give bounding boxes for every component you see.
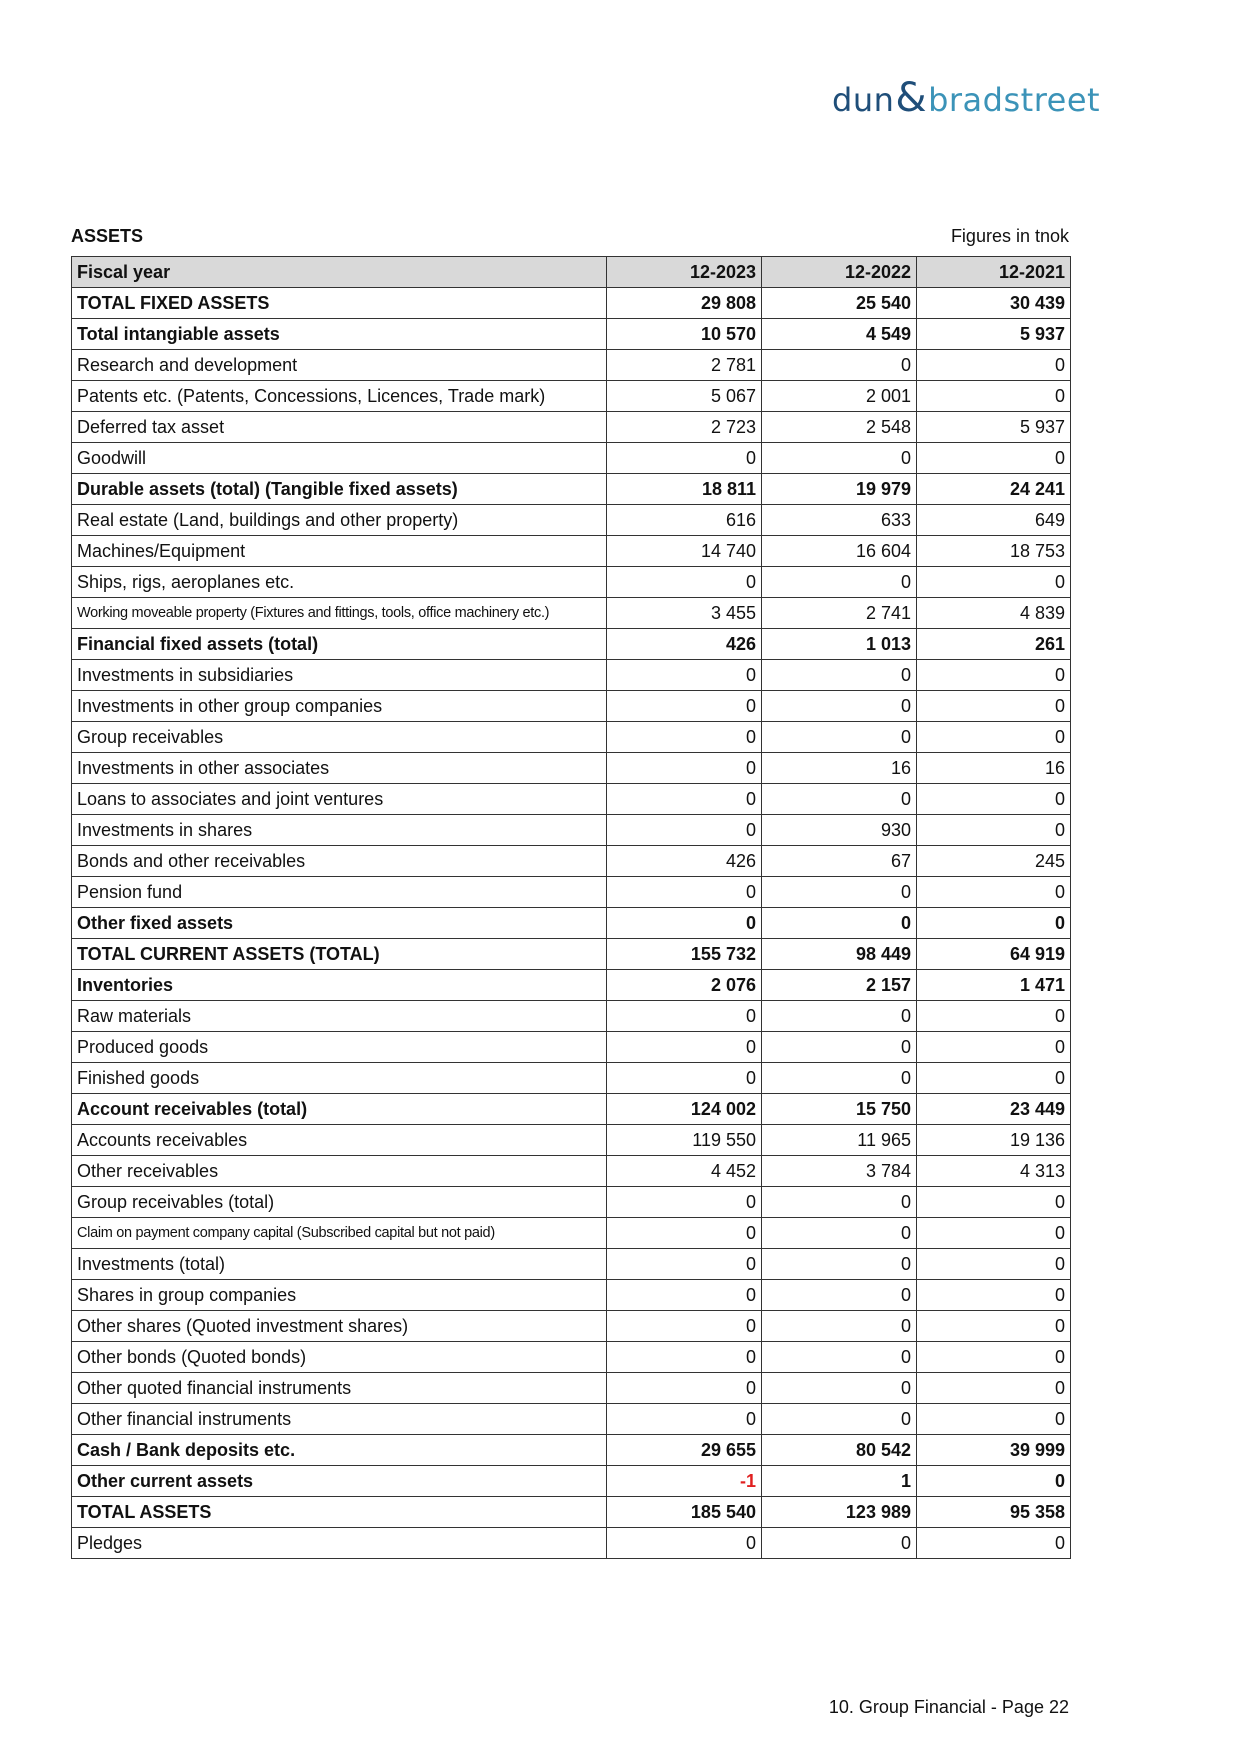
table-header-row	[72, 257, 1071, 288]
row-value-12-2023: 0	[607, 784, 762, 815]
row-value-12-2021: 0	[917, 567, 1071, 598]
header-fiscal-year: Fiscal year	[72, 257, 607, 288]
row-value-12-2023: 426	[607, 629, 762, 660]
table-row	[72, 474, 1071, 505]
row-label: Group receivables	[72, 722, 607, 753]
row-value-12-2021: 0	[917, 1187, 1071, 1218]
row-value-12-2022: 0	[762, 660, 917, 691]
table-row	[72, 381, 1071, 412]
row-value-12-2021: 0	[917, 381, 1071, 412]
row-value-12-2022: 0	[762, 784, 917, 815]
row-label: Bonds and other receivables	[72, 846, 607, 877]
row-value-12-2022: 4 549	[762, 319, 917, 350]
row-label: Shares in group companies	[72, 1280, 607, 1311]
row-value-12-2022: 2 548	[762, 412, 917, 443]
row-value-12-2023: 0	[607, 877, 762, 908]
row-value-12-2021: 0	[917, 1342, 1071, 1373]
table-row	[72, 319, 1071, 350]
row-value-12-2022: 0	[762, 1032, 917, 1063]
row-value-12-2022: 0	[762, 1342, 917, 1373]
row-value-12-2022: 2 157	[762, 970, 917, 1001]
row-label: Total intangiable assets	[72, 319, 607, 350]
row-value-12-2022: 0	[762, 567, 917, 598]
table-row	[72, 350, 1071, 381]
row-label: Pension fund	[72, 877, 607, 908]
row-label: TOTAL CURRENT ASSETS (TOTAL)	[72, 939, 607, 970]
row-value-12-2022: 11 965	[762, 1125, 917, 1156]
row-value-12-2021: 0	[917, 350, 1071, 381]
row-label: Other fixed assets	[72, 908, 607, 939]
row-value-12-2023: 2 723	[607, 412, 762, 443]
row-value-12-2022: 0	[762, 1187, 917, 1218]
table-row	[72, 1466, 1071, 1497]
table-row	[72, 1404, 1071, 1435]
row-value-12-2023: 0	[607, 1280, 762, 1311]
row-value-12-2021: 0	[917, 1311, 1071, 1342]
table-row	[72, 598, 1071, 629]
row-label: Other financial instruments	[72, 1404, 607, 1435]
table-row	[72, 1125, 1071, 1156]
row-value-12-2022: 15 750	[762, 1094, 917, 1125]
row-value-12-2021: 0	[917, 815, 1071, 846]
row-value-12-2023: 5 067	[607, 381, 762, 412]
table-row	[72, 1218, 1071, 1249]
row-value-12-2023: 10 570	[607, 319, 762, 350]
section-title: ASSETS	[71, 226, 144, 246]
row-value-12-2021: 0	[917, 1249, 1071, 1280]
table-row	[72, 846, 1071, 877]
table-row	[72, 1373, 1071, 1404]
table-row	[72, 536, 1071, 567]
table-row	[72, 443, 1071, 474]
row-value-12-2023: 185 540	[607, 1497, 762, 1528]
row-value-12-2021: 5 937	[917, 319, 1071, 350]
row-value-12-2021: 1 471	[917, 970, 1071, 1001]
row-label: Other bonds (Quoted bonds)	[72, 1342, 607, 1373]
table-row	[72, 815, 1071, 846]
row-value-12-2022: 98 449	[762, 939, 917, 970]
table-body	[72, 288, 1071, 1559]
row-value-12-2022: 2 741	[762, 598, 917, 629]
row-value-12-2021: 0	[917, 1218, 1071, 1249]
row-value-12-2023: 0	[607, 1187, 762, 1218]
row-value-12-2021: 0	[917, 691, 1071, 722]
row-value-12-2021: 95 358	[917, 1497, 1071, 1528]
row-label: Pledges	[72, 1528, 607, 1559]
row-value-12-2021: 4 839	[917, 598, 1071, 629]
table-row	[72, 691, 1071, 722]
row-label: Durable assets (total) (Tangible fixed assets)	[72, 474, 607, 505]
row-value-12-2023: 3 455	[607, 598, 762, 629]
table-row	[72, 1435, 1071, 1466]
row-label: Deferred tax asset	[72, 412, 607, 443]
table-row	[72, 939, 1071, 970]
row-value-12-2022: 0	[762, 1218, 917, 1249]
row-value-12-2021: 0	[917, 1466, 1071, 1497]
row-value-12-2021: 0	[917, 722, 1071, 753]
table-row	[72, 1187, 1071, 1218]
row-label: Investments in shares	[72, 815, 607, 846]
row-value-12-2022: 123 989	[762, 1497, 917, 1528]
row-label: Produced goods	[72, 1032, 607, 1063]
row-value-12-2023: 29 808	[607, 288, 762, 319]
row-value-12-2023: 0	[607, 1218, 762, 1249]
row-value-12-2023: 0	[607, 1249, 762, 1280]
row-label: Group receivables (total)	[72, 1187, 607, 1218]
table-row	[72, 1063, 1071, 1094]
row-value-12-2023: 0	[607, 1528, 762, 1559]
table-row	[72, 1528, 1071, 1559]
row-value-12-2021: 0	[917, 1032, 1071, 1063]
table-row	[72, 1156, 1071, 1187]
row-value-12-2022: 0	[762, 1063, 917, 1094]
row-value-12-2021: 16	[917, 753, 1071, 784]
table-row	[72, 288, 1071, 319]
row-value-12-2021: 39 999	[917, 1435, 1071, 1466]
row-label: Inventories	[72, 970, 607, 1001]
row-label: Other current assets	[72, 1466, 607, 1497]
table-row	[72, 1001, 1071, 1032]
row-label: Other shares (Quoted investment shares)	[72, 1311, 607, 1342]
table-row	[72, 1311, 1071, 1342]
row-value-12-2023: 155 732	[607, 939, 762, 970]
row-value-12-2023: 0	[607, 1311, 762, 1342]
row-value-12-2021: 0	[917, 1001, 1071, 1032]
row-value-12-2022: 1	[762, 1466, 917, 1497]
row-value-12-2021: 0	[917, 1063, 1071, 1094]
row-value-12-2023: 0	[607, 1032, 762, 1063]
table-row	[72, 722, 1071, 753]
row-value-12-2022: 16	[762, 753, 917, 784]
header-year-2023: 12-2023	[607, 257, 762, 288]
row-value-12-2022: 0	[762, 722, 917, 753]
row-value-12-2023: 0	[607, 722, 762, 753]
row-label: Investments (total)	[72, 1249, 607, 1280]
row-value-12-2022: 0	[762, 1373, 917, 1404]
row-value-12-2023: 0	[607, 1373, 762, 1404]
row-value-12-2022: 2 001	[762, 381, 917, 412]
row-label: Finished goods	[72, 1063, 607, 1094]
row-value-12-2022: 0	[762, 1311, 917, 1342]
row-value-12-2022: 0	[762, 908, 917, 939]
row-value-12-2021: 0	[917, 443, 1071, 474]
row-label: Other quoted financial instruments	[72, 1373, 607, 1404]
row-value-12-2021: 0	[917, 877, 1071, 908]
row-value-12-2023: 0	[607, 908, 762, 939]
table-row	[72, 1497, 1071, 1528]
row-value-12-2023: 18 811	[607, 474, 762, 505]
row-value-12-2023: 2 076	[607, 970, 762, 1001]
row-value-12-2021: 0	[917, 784, 1071, 815]
row-value-12-2021: 0	[917, 908, 1071, 939]
table-row	[72, 753, 1071, 784]
row-label: Loans to associates and joint ventures	[72, 784, 607, 815]
row-value-12-2023: 0	[607, 1404, 762, 1435]
assets-table	[71, 256, 1071, 1559]
row-label: Claim on payment company capital (Subscribed capital but not paid)	[72, 1218, 607, 1249]
page-footer: 10. Group Financial - Page 22	[828, 1697, 1069, 1717]
row-value-12-2022: 0	[762, 877, 917, 908]
row-label: Account receivables (total)	[72, 1094, 607, 1125]
table-row	[72, 412, 1071, 443]
row-label: Goodwill	[72, 443, 607, 474]
row-value-12-2021: 261	[917, 629, 1071, 660]
row-value-12-2023: 2 781	[607, 350, 762, 381]
row-label: Patents etc. (Patents, Concessions, Licences, Trade mark)	[72, 381, 607, 412]
table-row	[72, 970, 1071, 1001]
table-row	[72, 1032, 1071, 1063]
row-value-12-2023: 616	[607, 505, 762, 536]
row-value-12-2022: 633	[762, 505, 917, 536]
row-value-12-2023: 0	[607, 815, 762, 846]
row-label: Investments in other associates	[72, 753, 607, 784]
row-value-12-2022: 19 979	[762, 474, 917, 505]
row-value-12-2022: 3 784	[762, 1156, 917, 1187]
row-value-12-2023: -1	[607, 1466, 762, 1497]
logo-text-bradstreet: bradstreet	[928, 81, 1101, 119]
row-label: Real estate (Land, buildings and other property)	[72, 505, 607, 536]
table-row	[72, 1094, 1071, 1125]
row-value-12-2021: 4 313	[917, 1156, 1071, 1187]
row-value-12-2023: 29 655	[607, 1435, 762, 1466]
row-value-12-2022: 0	[762, 443, 917, 474]
row-value-12-2023: 124 002	[607, 1094, 762, 1125]
table-row	[72, 784, 1071, 815]
logo-ampersand: &	[895, 75, 928, 121]
row-value-12-2021: 24 241	[917, 474, 1071, 505]
row-value-12-2023: 0	[607, 1001, 762, 1032]
row-label: Other receivables	[72, 1156, 607, 1187]
row-value-12-2023: 14 740	[607, 536, 762, 567]
row-value-12-2023: 0	[607, 1063, 762, 1094]
table-row	[72, 1280, 1071, 1311]
row-value-12-2023: 119 550	[607, 1125, 762, 1156]
row-value-12-2022: 0	[762, 1280, 917, 1311]
row-value-12-2023: 0	[607, 567, 762, 598]
table-row	[72, 567, 1071, 598]
row-value-12-2023: 0	[607, 1342, 762, 1373]
table-row	[72, 660, 1071, 691]
row-label: Cash / Bank deposits etc.	[72, 1435, 607, 1466]
row-label: Machines/Equipment	[72, 536, 607, 567]
row-value-12-2021: 0	[917, 1373, 1071, 1404]
row-value-12-2021: 0	[917, 1528, 1071, 1559]
row-value-12-2021: 0	[917, 1404, 1071, 1435]
row-label: Investments in subsidiaries	[72, 660, 607, 691]
row-label: Investments in other group companies	[72, 691, 607, 722]
row-value-12-2022: 0	[762, 350, 917, 381]
row-label: TOTAL FIXED ASSETS	[72, 288, 607, 319]
row-value-12-2021: 245	[917, 846, 1071, 877]
row-value-12-2021: 23 449	[917, 1094, 1071, 1125]
row-value-12-2021: 5 937	[917, 412, 1071, 443]
row-value-12-2023: 0	[607, 660, 762, 691]
row-label: Accounts receivables	[72, 1125, 607, 1156]
row-value-12-2022: 0	[762, 1528, 917, 1559]
row-value-12-2022: 16 604	[762, 536, 917, 567]
row-label: Raw materials	[72, 1001, 607, 1032]
row-value-12-2022: 0	[762, 1001, 917, 1032]
row-value-12-2021: 0	[917, 1280, 1071, 1311]
row-value-12-2022: 0	[762, 1404, 917, 1435]
table-row	[72, 877, 1071, 908]
table-row	[72, 1249, 1071, 1280]
row-value-12-2023: 0	[607, 443, 762, 474]
row-label: Research and development	[72, 350, 607, 381]
header-year-2021: 12-2021	[917, 257, 1071, 288]
row-value-12-2021: 649	[917, 505, 1071, 536]
row-label: Ships, rigs, aeroplanes etc.	[72, 567, 607, 598]
row-value-12-2021: 30 439	[917, 288, 1071, 319]
row-value-12-2022: 0	[762, 691, 917, 722]
table-row	[72, 908, 1071, 939]
row-value-12-2022: 930	[762, 815, 917, 846]
row-value-12-2021: 19 136	[917, 1125, 1071, 1156]
row-value-12-2021: 0	[917, 660, 1071, 691]
row-label: TOTAL ASSETS	[72, 1497, 607, 1528]
row-value-12-2023: 4 452	[607, 1156, 762, 1187]
row-value-12-2022: 67	[762, 846, 917, 877]
row-value-12-2023: 0	[607, 753, 762, 784]
row-value-12-2022: 25 540	[762, 288, 917, 319]
row-value-12-2022: 1 013	[762, 629, 917, 660]
row-value-12-2021: 18 753	[917, 536, 1071, 567]
dun-bradstreet-logo	[832, 75, 1101, 122]
header-year-2022: 12-2022	[762, 257, 917, 288]
row-value-12-2021: 64 919	[917, 939, 1071, 970]
table-row	[72, 505, 1071, 536]
row-label: Financial fixed assets (total)	[72, 629, 607, 660]
row-value-12-2022: 80 542	[762, 1435, 917, 1466]
row-label: Working moveable property (Fixtures and fittings, tools, office machinery etc.)	[72, 598, 607, 629]
row-value-12-2022: 0	[762, 1249, 917, 1280]
row-value-12-2023: 426	[607, 846, 762, 877]
table-row	[72, 1342, 1071, 1373]
units-note: Figures in tnok	[950, 226, 1069, 246]
row-value-12-2023: 0	[607, 691, 762, 722]
logo-text-dun: dun	[832, 81, 895, 119]
table-row	[72, 629, 1071, 660]
